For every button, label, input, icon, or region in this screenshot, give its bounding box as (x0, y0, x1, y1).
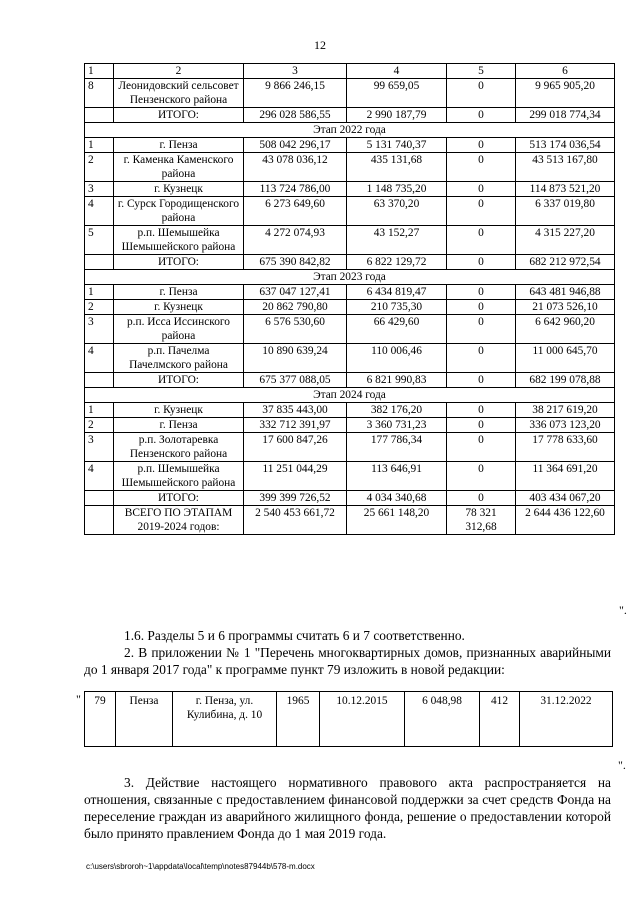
table-cell: 0 (447, 255, 516, 270)
closing-quote-2: ". (618, 758, 626, 772)
table-cell: 43 152,27 (347, 226, 447, 255)
table-cell: 5 (85, 226, 114, 255)
table-cell: 1 (85, 285, 114, 300)
build-year: 1965 (277, 692, 320, 747)
open-quote: " (76, 692, 81, 706)
table-cell: 403 434 067,20 (516, 491, 615, 506)
municipality: Пенза (116, 692, 173, 747)
paragraph-1-6: 1.6. Разделы 5 и 6 программы считать 6 и 7 соответственно. (124, 628, 465, 643)
table-cell: г. Каменка Каменского района (114, 153, 244, 182)
closing-quote: ". (619, 603, 627, 617)
table-cell: 299 018 774,34 (516, 108, 615, 123)
stage-row (85, 123, 615, 138)
table-cell: г. Сурск Городищенского района (114, 197, 244, 226)
table-cell: 336 073 123,20 (516, 418, 615, 433)
table-cell: р.п. Шемышейка Шемышейского района (114, 226, 244, 255)
table-row (85, 344, 615, 373)
page-number: 12 (314, 38, 326, 52)
header-cell: 2 (114, 64, 244, 79)
table-cell: 399 399 726,52 (244, 491, 347, 506)
table-cell: 0 (447, 433, 516, 462)
table-cell: 114 873 521,20 (516, 182, 615, 197)
paragraph-2: 2. В приложении № 1 "Перечень многоквартирных домов, признанных аварийными до 1 января 2017 года" к программе пункт 79 изложить в новой редакции: (84, 645, 611, 677)
table-cell: 6 273 649,60 (244, 197, 347, 226)
file-path-footer: c:\users\sbroroh~1\appdata\local\temp\notes87944b\578-m.docx (86, 862, 315, 871)
table-cell: 0 (447, 153, 516, 182)
table-cell: 9 866 246,15 (244, 79, 347, 108)
table-cell: 675 390 842,82 (244, 255, 347, 270)
emergency-date: 10.12.2015 (320, 692, 405, 747)
table-cell: р.п. Шемышейка Шемышейского района (114, 462, 244, 491)
table-cell: г. Кузнецк (114, 403, 244, 418)
table-cell: 99 659,05 (347, 79, 447, 108)
table-cell (85, 108, 114, 123)
stage-label: Этап 2024 года (85, 388, 615, 403)
table-row (85, 197, 615, 226)
table-cell: 0 (447, 108, 516, 123)
table-cell: 4 272 074,93 (244, 226, 347, 255)
table-cell: 0 (447, 79, 516, 108)
table-cell: 37 835 443,00 (244, 403, 347, 418)
table-cell: 3 360 731,23 (347, 418, 447, 433)
table-cell: 3 (85, 182, 114, 197)
stage-label: Этап 2023 года (85, 270, 615, 285)
table-cell: 675 377 088,05 (244, 373, 347, 388)
table-cell: 6 642 960,20 (516, 315, 615, 344)
table-cell: 20 862 790,80 (244, 300, 347, 315)
table-row (85, 462, 615, 491)
funding-table (84, 63, 615, 535)
table-cell: 2 990 187,79 (347, 108, 447, 123)
table-cell: 0 (447, 344, 516, 373)
table-cell: р.п. Исса Иссинского района (114, 315, 244, 344)
table-cell: 4 (85, 462, 114, 491)
total-row (85, 491, 615, 506)
table-cell: 11 251 044,29 (244, 462, 347, 491)
table-header-row (85, 64, 615, 79)
stage-row (85, 270, 615, 285)
table-cell: 6 434 819,47 (347, 285, 447, 300)
table-cell: 63 370,20 (347, 197, 447, 226)
table-cell: 3 (85, 315, 114, 344)
table-row (85, 315, 615, 344)
address: г. Пенза, ул. Кулибина, д. 10 (173, 692, 277, 747)
item-number: 79 (85, 692, 116, 747)
table-cell: 113 646,91 (347, 462, 447, 491)
table-cell: 6 337 019,80 (516, 197, 615, 226)
table-cell: 513 174 036,54 (516, 138, 615, 153)
table-cell: 25 661 148,20 (347, 506, 447, 535)
table-row (85, 418, 615, 433)
table-cell: 1 (85, 403, 114, 418)
table-cell: 6 822 129,72 (347, 255, 447, 270)
table-cell: 177 786,34 (347, 433, 447, 462)
table-cell: 682 212 972,54 (516, 255, 615, 270)
table-row (85, 182, 615, 197)
stage-label: Этап 2022 года (85, 123, 615, 138)
table-cell: 3 (85, 433, 114, 462)
table-cell: 21 073 526,10 (516, 300, 615, 315)
table-cell: 11 364 691,20 (516, 462, 615, 491)
table-cell: 382 176,20 (347, 403, 447, 418)
table-cell (85, 491, 114, 506)
header-cell: 5 (447, 64, 516, 79)
table-cell: 43 078 036,12 (244, 153, 347, 182)
table-cell: 643 481 946,88 (516, 285, 615, 300)
table-cell: 682 199 078,88 (516, 373, 615, 388)
table-cell: 2 (85, 418, 114, 433)
table-cell: ИТОГО: (114, 255, 244, 270)
table-cell: 43 513 167,80 (516, 153, 615, 182)
table-row (85, 433, 615, 462)
table-cell: 17 778 633,60 (516, 433, 615, 462)
table-row (85, 226, 615, 255)
paragraph-3: 3. Действие настоящего нормативного правового акта распространяется на отношения, связанные с предоставлением финансовой поддержки за счет средств Фонда на переселение граждан из аварийного жилищного фонда, решение о предоставлении которой было принято правлением Фонда до 1 мая 2019 года. (84, 775, 611, 841)
table-cell: 38 217 619,20 (516, 403, 615, 418)
table-cell: 113 724 786,00 (244, 182, 347, 197)
table-cell: 4 (85, 344, 114, 373)
table-cell: 78 321 312,68 (447, 506, 516, 535)
table-cell: 110 006,46 (347, 344, 447, 373)
table-cell: 0 (447, 300, 516, 315)
table-cell (85, 255, 114, 270)
table-cell: 66 429,60 (347, 315, 447, 344)
table-cell: 0 (447, 491, 516, 506)
table-row (85, 138, 615, 153)
table-cell (85, 373, 114, 388)
table-cell: 332 712 391,97 (244, 418, 347, 433)
table-row (85, 285, 615, 300)
table-cell: 0 (447, 138, 516, 153)
table-cell: 5 131 740,37 (347, 138, 447, 153)
table-cell: 10 890 639,24 (244, 344, 347, 373)
table-cell: г. Кузнецк (114, 182, 244, 197)
table-cell: 0 (447, 182, 516, 197)
grand-total-row (85, 506, 615, 535)
table-cell: 2 540 453 661,72 (244, 506, 347, 535)
table-cell: 1 148 735,20 (347, 182, 447, 197)
total-row (85, 108, 615, 123)
table-cell: 0 (447, 315, 516, 344)
table-cell: 0 (447, 403, 516, 418)
area: 6 048,98 (405, 692, 480, 747)
table-cell: ВСЕГО ПО ЭТАПАМ 2019-2024 годов: (114, 506, 244, 535)
table-cell: г. Пенза (114, 138, 244, 153)
funding-table-body (85, 64, 615, 535)
table-cell: г. Пенза (114, 285, 244, 300)
table-cell: 4 315 227,20 (516, 226, 615, 255)
table-cell (85, 506, 114, 535)
table-cell: 0 (447, 418, 516, 433)
table-row (85, 79, 615, 108)
stage-row (85, 388, 615, 403)
header-cell: 3 (244, 64, 347, 79)
resettlement-date: 31.12.2022 (520, 692, 613, 747)
table-cell: 6 576 530,60 (244, 315, 347, 344)
table-cell: 17 600 847,26 (244, 433, 347, 462)
table-cell: Леонидовский сельсовет Пензенского района (114, 79, 244, 108)
table-cell: р.п. Пачелма Пачелмского района (114, 344, 244, 373)
table-cell: 2 (85, 153, 114, 182)
table-cell: 11 000 645,70 (516, 344, 615, 373)
table-cell: ИТОГО: (114, 108, 244, 123)
table-row (85, 300, 615, 315)
table-cell: ИТОГО: (114, 373, 244, 388)
table-cell: 0 (447, 197, 516, 226)
total-row (85, 373, 615, 388)
table-row (85, 153, 615, 182)
table-cell: 296 028 586,55 (244, 108, 347, 123)
header-cell: 4 (347, 64, 447, 79)
table-cell: г. Пенза (114, 418, 244, 433)
table-cell: 0 (447, 373, 516, 388)
header-cell: 1 (85, 64, 114, 79)
table-cell: 8 (85, 79, 114, 108)
table-cell: 0 (447, 226, 516, 255)
table-cell: 6 821 990,83 (347, 373, 447, 388)
table-cell: р.п. Золотаревка Пензенского района (114, 433, 244, 462)
table-cell: 0 (447, 285, 516, 300)
residents: 412 (480, 692, 520, 747)
table-cell: 637 047 127,41 (244, 285, 347, 300)
table-cell: ИТОГО: (114, 491, 244, 506)
table-cell: 1 (85, 138, 114, 153)
table-cell: 210 735,30 (347, 300, 447, 315)
header-cell: 6 (516, 64, 615, 79)
table-cell: 2 644 436 122,60 (516, 506, 615, 535)
table-row (85, 403, 615, 418)
table-cell: г. Кузнецк (114, 300, 244, 315)
table-cell: 508 042 296,17 (244, 138, 347, 153)
table-cell: 435 131,68 (347, 153, 447, 182)
table-cell: 4 (85, 197, 114, 226)
table-cell: 4 034 340,68 (347, 491, 447, 506)
item-79-table (84, 691, 613, 747)
table-row (85, 692, 613, 747)
table-cell: 2 (85, 300, 114, 315)
table-cell: 0 (447, 462, 516, 491)
table-cell: 9 965 905,20 (516, 79, 615, 108)
total-row (85, 255, 615, 270)
